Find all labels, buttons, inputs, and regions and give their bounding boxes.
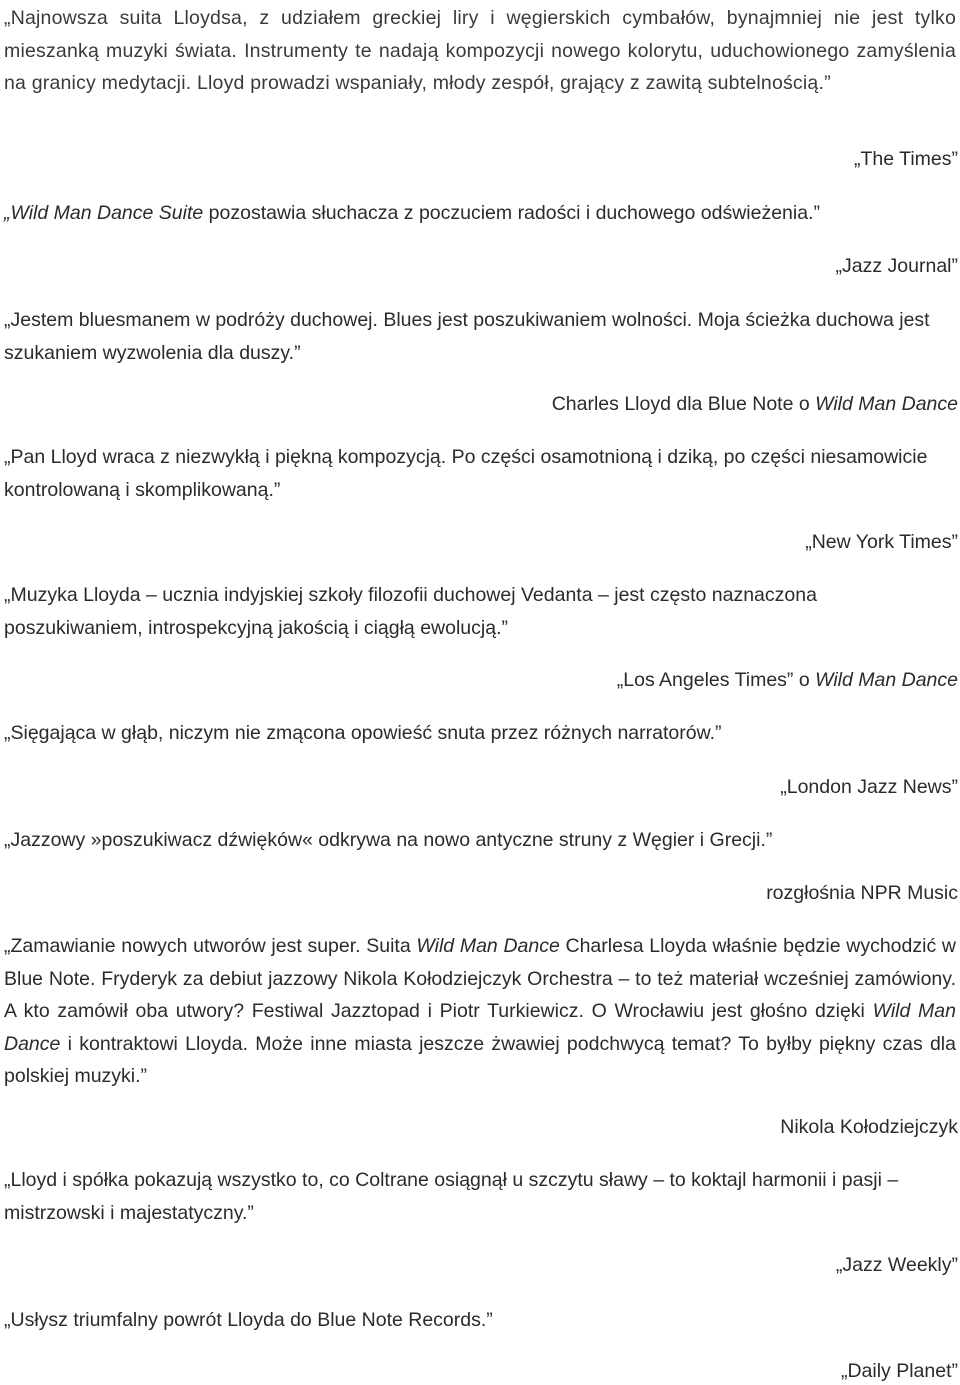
quote-1-text: „Najnowsza suita Lloydsa, z udziałem greckiej liry i węgierskich cymbałów, bynajmniej nie jest tylko mieszanką muzyki świata. Instrumenty te nadają kompozycji nowego kolorytu, uduchowionego zamyślenia na granicy medytacji. Lloyd prowadzi wspaniały, młody zespół, grający z zawitą subtelnością.” — [4, 7, 956, 94]
quote-2-text: pozostawia słuchacza z poczuciem radości i duchowego odświeżenia.” — [203, 202, 820, 224]
quote-1 — [4, 2, 956, 100]
quote-7 — [4, 824, 956, 857]
quote-10 — [4, 1304, 956, 1337]
quote-3-text: „Jestem bluesmanem w podróży duchowej. Blues jest poszukiwaniem wolności. Moja ścieżka duchowa jest szukaniem wyzwolenia dla duszy.” — [4, 309, 930, 364]
quote-7-text: „Jazzowy »poszukiwacz dźwięków« odkrywa na nowo antyczne struny z Węgier i Grecji.” — [4, 829, 773, 851]
source-the-times-text: „The Times” — [853, 148, 958, 170]
quote-8-italic-b: Wild Man Dance — [4, 1000, 956, 1055]
quote-2 — [4, 197, 956, 230]
source-charles-lloyd-text: Charles Lloyd dla Blue Note o — [551, 393, 816, 415]
quote-8-italic-a: Wild Man Dance — [416, 935, 560, 957]
quote-8-text-c: i kontraktowi Lloyda. Może inne miasta jeszcze żwawiej podchwycą temat? To byłby piękny czas dla polskiej muzyki.” — [4, 1032, 956, 1087]
source-npr — [0, 879, 958, 907]
source-nyt-text: „New York Times” — [805, 531, 958, 553]
quote-8-text-a: „Zamawianie nowych utworów jest super. Suita — [4, 935, 417, 957]
source-jazz-journal-text: „Jazz Journal” — [835, 255, 958, 277]
source-jazz-weekly — [0, 1251, 958, 1279]
quote-6 — [4, 717, 956, 750]
quote-3 — [4, 304, 956, 369]
source-charles-lloyd — [0, 390, 958, 418]
quote-4 — [4, 441, 956, 506]
quote-4-text: „Pan Lloyd wraca z niezwykłą i piękną kompozycją. Po części osamotnioną i dziką, po części niesamowicie kontrolowaną i skomplikowaną.” — [4, 446, 928, 501]
source-the-times — [0, 145, 958, 173]
quote-9 — [4, 1164, 956, 1229]
source-la-times — [0, 666, 958, 694]
quote-9-text: „Lloyd i spółka pokazują wszystko to, co Coltrane osiągnął u szczytu sławy – to koktajl harmonii i pasji – mistrzowski i majestatyczny.” — [4, 1169, 899, 1224]
source-la-times-text: „Los Angeles Times” o — [616, 669, 816, 691]
quote-10-text: „Usłysz triumfalny powrót Lloyda do Blue Note Records.” — [4, 1309, 493, 1331]
source-npr-text: rozgłośnia NPR Music — [766, 882, 958, 904]
quote-5-text: „Muzyka Lloyda – ucznia indyjskiej szkoły filozofii duchowej Vedanta – jest często naznaczona poszukiwaniem, introspekcyjną jakością i ciągłą ewolucją.” — [4, 584, 817, 639]
source-nikola — [0, 1113, 958, 1141]
source-jazz-weekly-text: „Jazz Weekly” — [835, 1254, 958, 1276]
source-london-jazz-text: „London Jazz News” — [780, 776, 958, 798]
source-nikola-text: Nikola Kołodziejczyk — [780, 1116, 958, 1138]
source-london-jazz — [0, 773, 958, 801]
source-daily-planet-text: „Daily Planet” — [840, 1360, 958, 1382]
quote-2-italic: „Wild Man Dance Suite — [4, 202, 204, 224]
source-jazz-journal — [0, 252, 958, 280]
source-la-times-italic: Wild Man Dance — [815, 669, 958, 691]
source-nyt — [0, 528, 958, 556]
quote-6-text: „Sięgająca w głąb, niczym nie zmącona opowieść snuta przez różnych narratorów.” — [4, 722, 722, 744]
source-charles-lloyd-italic: Wild Man Dance — [815, 393, 958, 415]
source-daily-planet — [0, 1357, 958, 1385]
quote-8 — [4, 930, 956, 1093]
quote-5 — [4, 579, 956, 644]
quote-8-text-b: Charlesa Lloyda właśnie będzie wychodzić w Blue Note. Fryderyk za debiut jazzowy Nikola Kołodziejczyk Orchestra – to też materiał wcześniej zamówiony. A kto zamówił oba utwory? Festiwal Jazztopad i Piotr Turkiewicz. O Wrocławiu jest głośno dzięki — [4, 935, 956, 1022]
